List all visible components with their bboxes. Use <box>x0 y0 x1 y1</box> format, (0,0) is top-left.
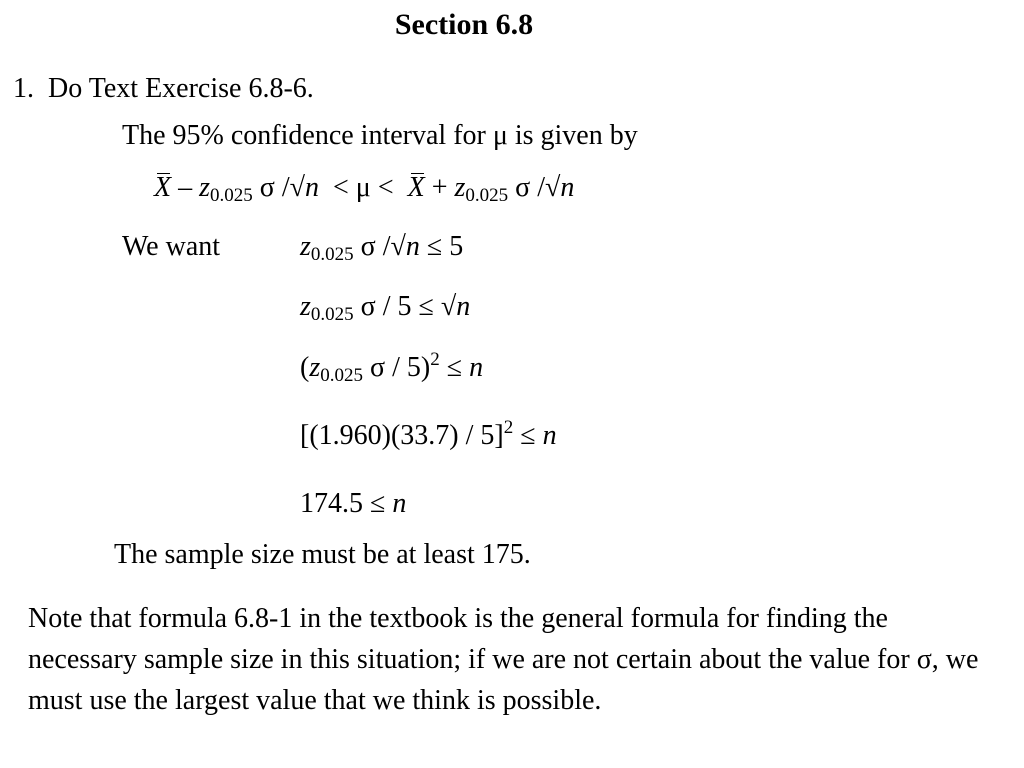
page-title: Section 6.8 <box>394 8 534 41</box>
step-1: $z_{0.025}$ σ /√n ≤ 5 <box>300 231 464 265</box>
note-paragraph: Note that formula 6.8-1 in the textbook is the general formula for finding the necessary sample size in this situation; if we are not certain about the value for σ, we must use the largest value that we think is possible. <box>28 603 979 716</box>
problem-line <box>13 73 314 105</box>
we-want-label: We want <box>122 231 221 262</box>
step-3: ($z_{0.025}$ σ / 5)$^2$ ≤ n <box>300 349 484 386</box>
step-4: [(1.960)(33.7) / 5]$^2$ ≤ n <box>300 417 557 451</box>
ci-intro: The 95% confidence interval for μ is given by <box>122 120 638 151</box>
xbar-right: X <box>407 172 425 203</box>
problem-text: Do Text Exercise 6.8-6. <box>48 73 314 104</box>
ci-formula: X – $z_{0.025}$ σ $/√n < \mu < X + z_{0.025}$ σ /√n <box>154 172 575 206</box>
xbar-left: X <box>154 172 172 203</box>
problem-number: 1. <box>13 73 34 104</box>
step-2: $z_{0.025}$ σ / 5 ≤ √n <box>300 291 471 325</box>
step-5: 174.5 ≤ n <box>300 488 407 519</box>
conclusion: The sample size must be at least 175. <box>114 539 531 570</box>
